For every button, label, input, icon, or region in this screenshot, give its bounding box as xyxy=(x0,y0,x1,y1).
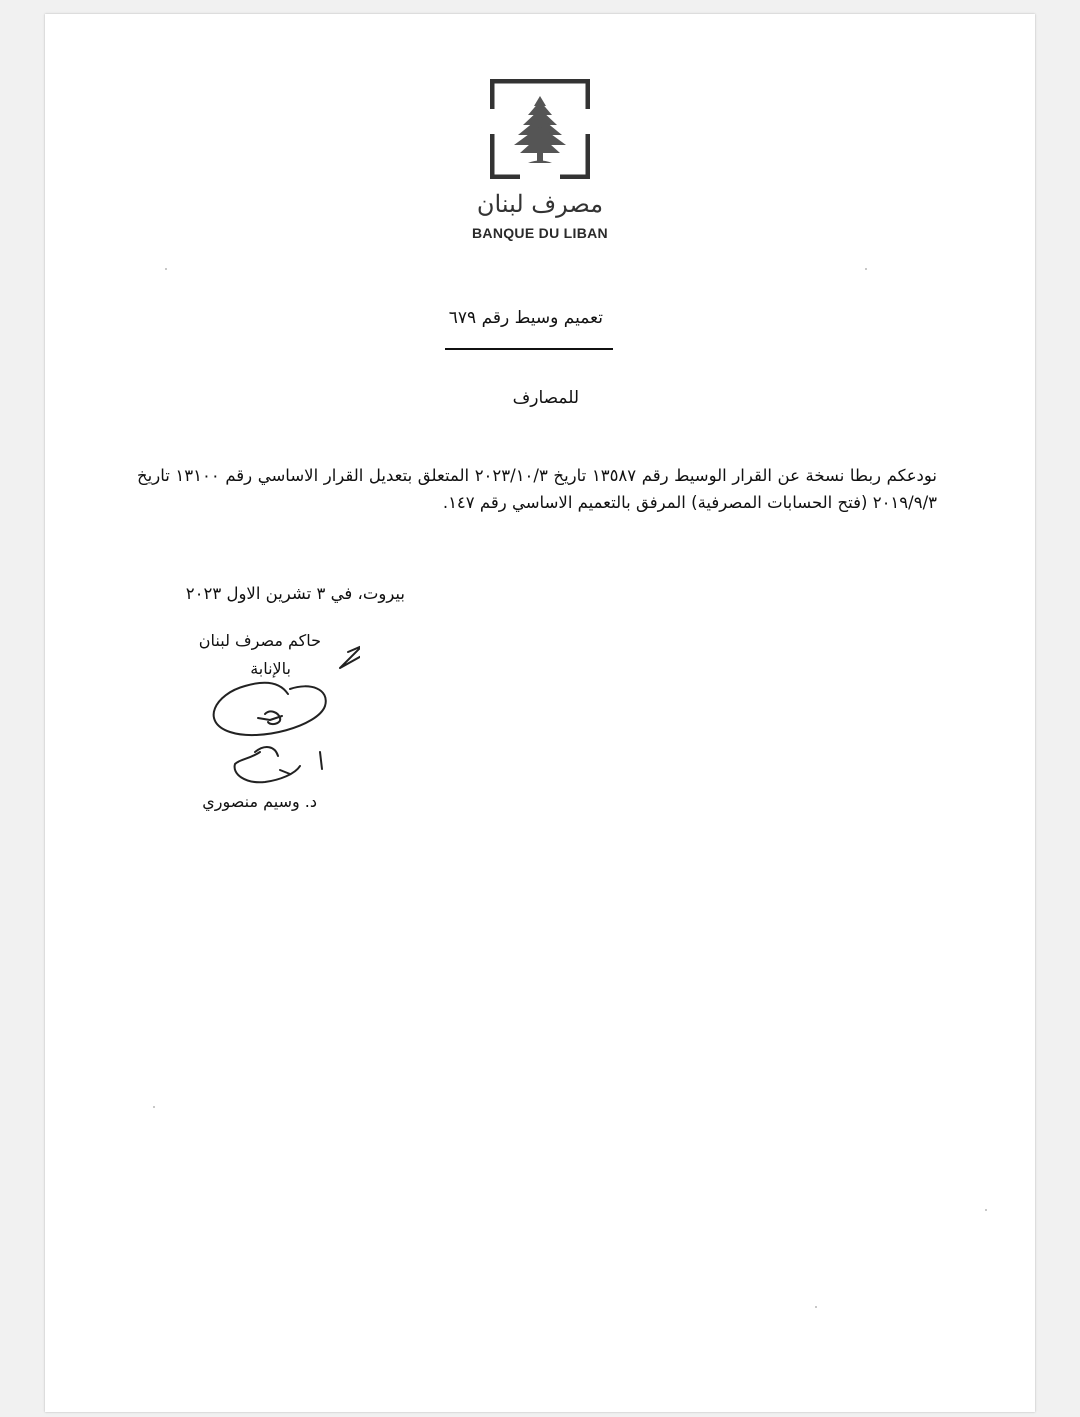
scan-speck xyxy=(153,1106,155,1108)
body-paragraph: نودعكم ربطا نسخة عن القرار الوسيط رقم ١٣٥٨٧ تاريخ ٢٠٢٣/١٠/٣ المتعلق بتعديل القرار الاساسي رقم ١٣١٠٠ تاريخ ٢٠١٩/٩/٣ (فتح الحسابات المصرفية) المرفق بالتعميم الاساسي رقم ١٤٧. xyxy=(137,466,938,512)
document-page xyxy=(45,14,1035,1412)
scan-speck xyxy=(865,268,867,270)
bank-name-english: BANQUE DU LIBAN xyxy=(472,225,608,241)
cedar-tree-icon xyxy=(490,79,590,179)
bank-name-arabic: مصرف لبنان xyxy=(476,190,604,218)
place-date: بيروت، في ٣ تشرين الاول ٢٠٢٣ xyxy=(185,584,405,603)
handwritten-signature xyxy=(170,634,360,784)
scan-speck xyxy=(815,1306,817,1308)
signer-acting: بالإنابة xyxy=(250,659,291,678)
circular-title: تعميم وسيط رقم ٦٧٩ xyxy=(448,308,603,328)
signer-name: د. وسيم منصوري xyxy=(202,792,317,811)
title-underline xyxy=(445,348,613,350)
scan-speck xyxy=(165,268,167,270)
recipient: للمصارف xyxy=(512,388,579,408)
scan-speck xyxy=(985,1209,987,1211)
signer-role: حاكم مصرف لبنان xyxy=(198,631,321,650)
